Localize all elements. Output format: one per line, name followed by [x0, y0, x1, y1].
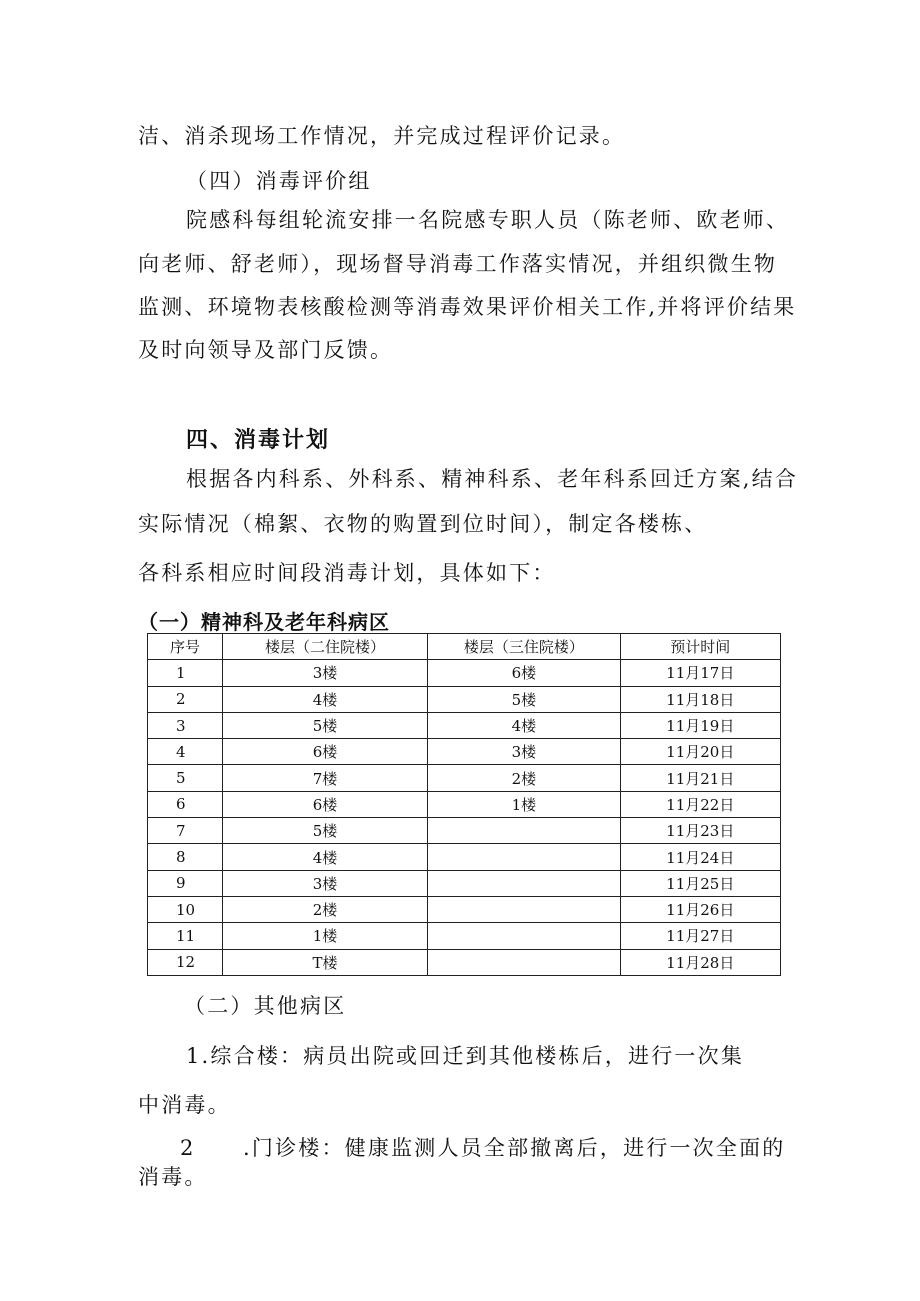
cell-building-3 [428, 818, 620, 844]
cell-building-2: 6楼 [222, 791, 427, 817]
cell-date: 11月24日 [620, 844, 780, 870]
cell-building-2: 4楼 [222, 844, 427, 870]
paragraph-line: 根据各内科系、外科系、精神科系、老年科系回迁方案,结合 [186, 467, 799, 491]
table-row [148, 739, 781, 765]
cell-building-3 [428, 896, 620, 922]
cell-seq: 9 [148, 870, 223, 896]
list-item-number: 2 [180, 1136, 196, 1160]
cell-building-3: 4楼 [428, 712, 620, 738]
cell-date: 11月22日 [620, 791, 780, 817]
paragraph-line: 洁、消杀现场工作情况，并完成过程评价记录。 [138, 124, 626, 148]
cell-seq: 4 [148, 739, 223, 765]
cell-building-2: 1楼 [222, 923, 427, 949]
list-item: .门诊楼：健康监测人员全部撤离后，进行一次全面的 [243, 1136, 786, 1160]
cell-date: 11月23日 [620, 818, 780, 844]
cell-seq: 12 [148, 949, 223, 975]
table-row [148, 896, 781, 922]
cell-date: 11月27日 [620, 923, 780, 949]
cell-date: 11月18日 [620, 686, 780, 712]
cell-building-2: 3楼 [222, 870, 427, 896]
cell-seq: 3 [148, 712, 223, 738]
list-item: 1.综合楼：病员出院或回迁到其他楼栋后，进行一次集 [186, 1044, 745, 1068]
cell-building-3: 3楼 [428, 739, 620, 765]
table-row [148, 818, 781, 844]
cell-building-2: 6楼 [222, 739, 427, 765]
cell-seq: 7 [148, 818, 223, 844]
header-date: 预计时间 [620, 634, 780, 660]
disinfection-schedule-table [147, 633, 781, 976]
list-item-continuation: 中消毒。 [138, 1093, 231, 1117]
cell-building-3 [428, 844, 620, 870]
paragraph-line: 向老师、舒老师），现场督导消毒工作落实情况，并组织微生物 [138, 252, 778, 276]
table-row [148, 660, 781, 686]
table-header-row [148, 634, 781, 660]
subsection-title-evaluation-group: （四）消毒评价组 [186, 169, 372, 193]
table-row [148, 923, 781, 949]
cell-building-2: 5楼 [222, 712, 427, 738]
cell-seq: 2 [148, 686, 223, 712]
paragraph-line: 及时向领导及部门反馈。 [138, 338, 394, 362]
cell-building-3 [428, 870, 620, 896]
table-row [148, 791, 781, 817]
paragraph-line: 院感科每组轮流安排一名院感专职人员（陈老师、欧老师、 [186, 208, 790, 232]
cell-seq: 1 [148, 660, 223, 686]
cell-seq: 10 [148, 896, 223, 922]
cell-date: 11月17日 [620, 660, 780, 686]
table-row [148, 844, 781, 870]
header-building-3: 楼层（三住院楼） [428, 634, 620, 660]
cell-building-3: 1楼 [428, 791, 620, 817]
cell-date: 11月19日 [620, 712, 780, 738]
cell-seq: 8 [148, 844, 223, 870]
table-row [148, 765, 781, 791]
list-item-continuation: 消毒。 [138, 1165, 208, 1189]
cell-building-3: 6楼 [428, 660, 620, 686]
cell-date: 11月25日 [620, 870, 780, 896]
cell-building-2: 2楼 [222, 896, 427, 922]
paragraph-line: 监测、环境物表核酸检测等消毒效果评价相关工作,并将评价结果 [138, 295, 797, 319]
cell-date: 11月21日 [620, 765, 780, 791]
cell-date: 11月28日 [620, 949, 780, 975]
table-row [148, 949, 781, 975]
cell-building-3 [428, 949, 620, 975]
subsection-title-other-wards: （二）其他病区 [184, 994, 347, 1018]
table-row [148, 686, 781, 712]
table-row [148, 712, 781, 738]
cell-date: 11月20日 [620, 739, 780, 765]
header-building-2: 楼层（二住院楼） [222, 634, 427, 660]
paragraph-line: 实际情况（棉絮、衣物的购置到位时间），制定各楼栋、 [138, 512, 708, 536]
cell-building-2: 5楼 [222, 818, 427, 844]
section-heading: 四、消毒计划 [186, 428, 331, 453]
cell-building-2: 4楼 [222, 686, 427, 712]
cell-seq: 6 [148, 791, 223, 817]
cell-building-3: 5楼 [428, 686, 620, 712]
cell-building-2: T楼 [222, 949, 427, 975]
cell-building-2: 3楼 [222, 660, 427, 686]
paragraph-line: 各科系相应时间段消毒计划，具体如下： [138, 561, 556, 585]
cell-seq: 5 [148, 765, 223, 791]
header-seq: 序号 [148, 634, 223, 660]
cell-building-3 [428, 923, 620, 949]
cell-building-2: 7楼 [222, 765, 427, 791]
cell-seq: 11 [148, 923, 223, 949]
table-row [148, 870, 781, 896]
table-title: （一）精神科及老年科病区 [138, 610, 390, 634]
cell-building-3: 2楼 [428, 765, 620, 791]
cell-date: 11月26日 [620, 896, 780, 922]
